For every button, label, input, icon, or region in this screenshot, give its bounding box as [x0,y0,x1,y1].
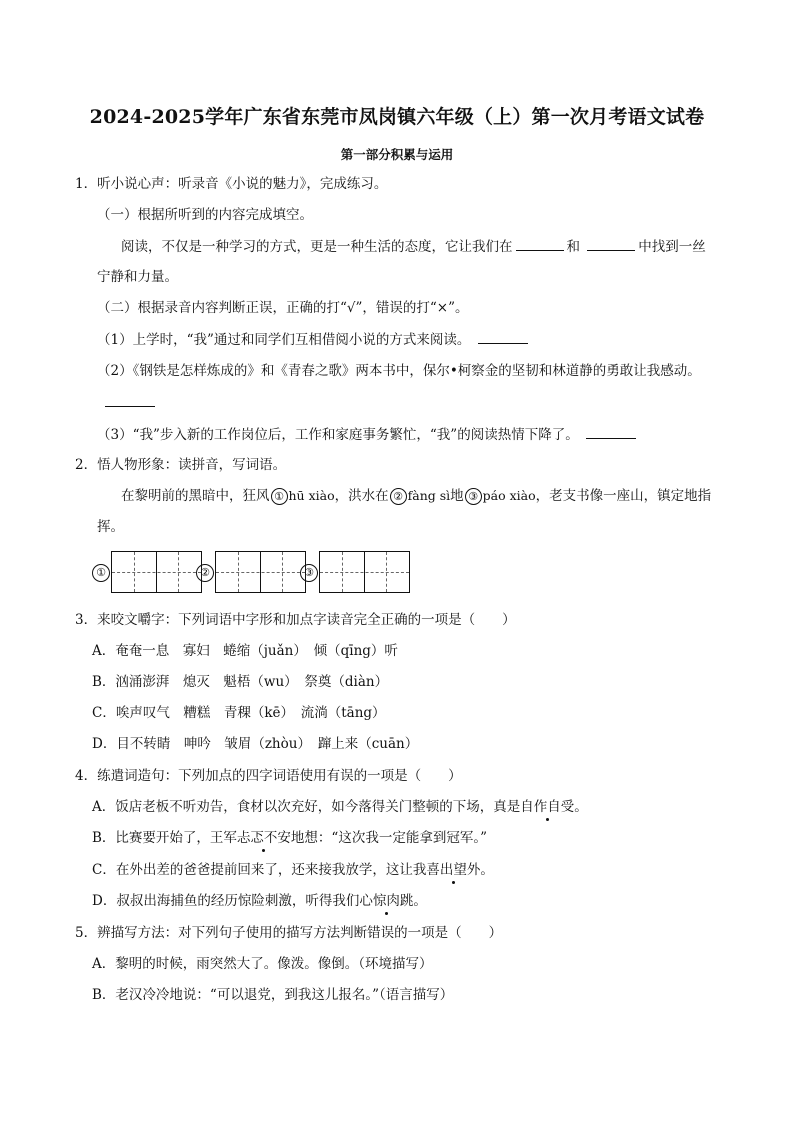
q4-option-a[interactable] [92,797,588,817]
q1-stem: 1．听小说心声：听录音《小说的魅力》，完成练习。 [75,176,388,192]
q1-answer-blank-1[interactable] [516,236,564,251]
q2-box-label-1: ① [92,564,110,582]
q1-statement-1-text: （1）上学时，“我”通过和同学们互相借阅小说的方式来阅读。 [97,332,471,348]
q1-statement-3 [97,424,639,445]
q2-text-3: 地 [450,488,464,504]
q1-answer-blank-5[interactable] [586,424,636,439]
q1-answer-blank-3[interactable] [478,329,528,344]
q4-b-emphasized-phrase: 忐忑不安 [236,830,291,846]
q2-pinyin-2: fàng sì [407,488,451,503]
q2-passage [121,486,711,506]
q2-pinyin-1: hū xiào [288,488,335,503]
q1-fill-continuation: 宁静和力量。 [97,269,178,285]
q1-fill-text-c: 中找到一丝 [638,239,706,255]
q2-box-group-3 [300,551,410,593]
q1-part1: （一）根据所听到的内容完成填空。 [97,207,313,223]
q4-c-emphasized-phrase: 喜出望外 [426,862,481,878]
q3-option-d[interactable]: D．目不转睛 呻吟 皱眉（zhòu） 蹿上来（cuān） [92,736,419,752]
q2-stem: 2．悟人物形象：读拼音，写词语。 [75,457,287,473]
q2-marker-1: ① [271,488,288,505]
q4-option-d[interactable] [92,891,427,911]
q2-box-group-2 [196,551,306,593]
q3-option-a[interactable]: A．奄奄一息 寡妇 蜷缩（juǎn） 倾（qīng）听 [92,643,398,659]
q1-statement-1 [97,329,531,350]
q1-answer-blank-2[interactable] [587,236,635,251]
q4-a-end: 。 [574,799,588,815]
q1-statement-2: （2）《钢铁是怎样炼成的》和《青春之歌》两本书中，保尔•柯察金的坚韧和林道静的勇敢让我感动。 [97,363,701,379]
q1-statement-2-answer [102,392,158,413]
q1-answer-blank-4[interactable] [105,392,155,407]
q4-c-text: C．在外出差的爸爸提前回来了，还来接我放学，这让我 [92,862,427,878]
q3-stem: 3．来咬文嚼字：下列词语中字形和加点字读音完全正确的一项是（ ） [75,612,516,628]
q2-answer-grid-3[interactable] [319,551,410,593]
page-title: 2024-2025学年广东省东莞市凤岗镇六年级（上）第一次月考语文试卷 [89,106,705,128]
q1-fill-text-b: 和 [566,239,580,255]
q4-d-end: 。 [413,893,427,909]
q1-statement-3-text: （3）“我”步入新的工作岗位后，工作和家庭事务繁忙，“我”的阅读热情下降了。 [97,427,579,443]
q2-box-label-2: ② [196,564,214,582]
q3-option-b[interactable]: B．汹涌澎湃 熄灭 魁梧（wu） 祭奠（diàn） [92,674,389,690]
q5-option-a[interactable]: A．黎明的时候，雨突然大了。像泼。像倒。（环境描写） [92,956,433,972]
q1-fill-text-a: 阅读，不仅是一种学习的方式，更是一种生活的态度，它让我们在 [121,239,513,255]
q1-fill-sentence [121,236,706,257]
q2-text-1: 在黎明前的黑暗中，狂风 [121,488,270,504]
q4-c-end: 。 [480,862,494,878]
q5-option-b[interactable]: B．老汉冷冷地说：“可以退党，到我这儿报名。”（语言描写） [92,987,454,1003]
q2-passage-continuation: 挥。 [97,519,124,535]
q2-text-2: ，洪水在 [334,488,389,504]
q2-answer-grid-2[interactable] [215,551,306,593]
q4-option-c[interactable] [92,860,494,880]
q2-box-label-3: ③ [300,564,318,582]
q2-marker-3: ③ [465,488,482,505]
q4-d-emphasized-phrase: 心惊肉跳 [359,893,414,909]
q4-a-emphasized-phrase: 自作自受 [520,799,575,815]
q4-b-end: 地想：“这次我一定能拿到冠军。” [290,830,487,846]
q5-stem: 5．辨描写方法：对下列句子使用的描写方法判断错误的一项是（ ） [75,925,503,941]
q4-d-text: D．叔叔出海捕鱼的经历惊险刺激，听得我们 [92,893,360,909]
q4-a-text: A．饭店老板不听劝告，食材以次充好，如今落得关门整顿的下场，真是 [92,799,521,815]
q2-box-group-1 [92,551,202,593]
q4-option-b[interactable] [92,828,487,848]
q2-pinyin-3: páo xiào [482,488,536,503]
q1-part2: （二）根据录音内容判断正误，正确的打“√”，错误的打“×”。 [97,300,469,316]
q2-answer-grid-1[interactable] [111,551,202,593]
q4-stem: 4．练遣词造句：下列加点的四字词语使用有误的一项是（ ） [75,768,462,784]
q3-option-c[interactable]: C．唉声叹气 糟糕 青稞（kē） 流淌（tāng） [92,705,386,721]
q2-marker-2: ② [390,488,407,505]
section-heading: 第一部分积累与运用 [340,147,454,162]
q2-text-4: ，老支书像一座山，镇定地指 [535,488,712,504]
q4-b-text: B．比赛要开始了，王军 [92,830,237,846]
